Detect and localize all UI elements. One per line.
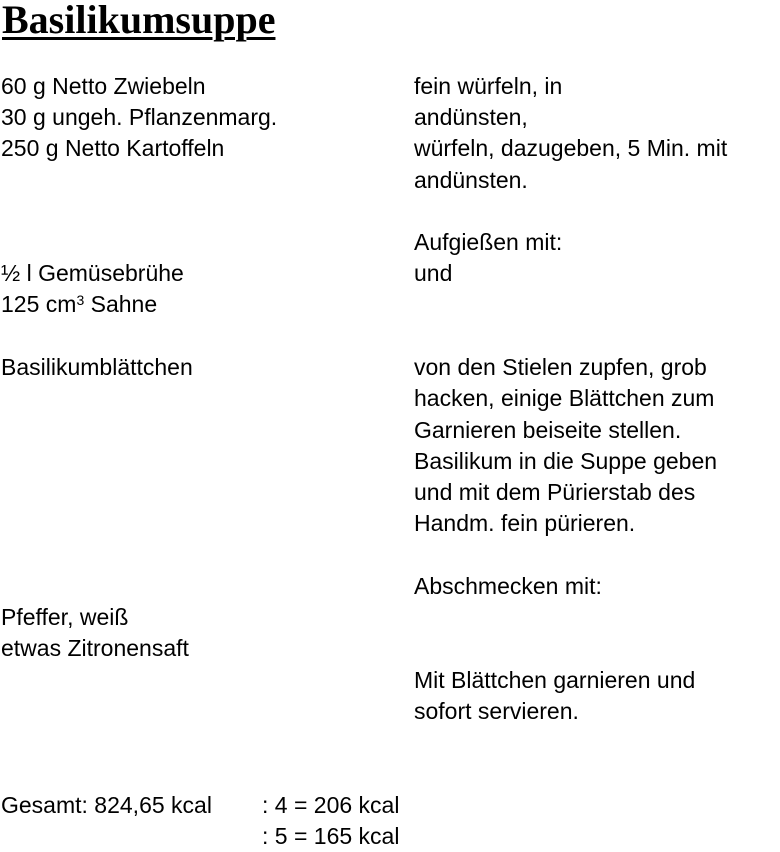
step-line: und mit dem Pürierstab des bbox=[414, 479, 696, 505]
step-line: von den Stielen zupfen, grob bbox=[414, 354, 707, 380]
kcal-per-4: : 4 = 206 kcal bbox=[262, 792, 400, 818]
step-line: andünsten, bbox=[414, 104, 528, 130]
ingredient-margarine: 30 g ungeh. Pflanzenmarg. bbox=[1, 104, 278, 130]
ingredient-zwiebeln: 60 g Netto Zwiebeln bbox=[1, 73, 206, 99]
ingredient-sahne bbox=[1, 289, 157, 320]
step-line: andünsten. bbox=[414, 167, 528, 193]
ingredient-bruehe: ½ l Gemüsebrühe bbox=[1, 260, 184, 286]
sahne-amount: 125 cm bbox=[1, 291, 77, 317]
total-kcal: Gesamt: 824,65 kcal bbox=[1, 792, 212, 818]
step-line: Garnieren beiseite stellen. bbox=[414, 417, 682, 443]
ingredient-pfeffer: Pfeffer, weiß bbox=[1, 604, 129, 630]
step-line: würfeln, dazugeben, 5 Min. mit bbox=[414, 135, 728, 161]
step-line: Mit Blättchen garnieren und bbox=[414, 667, 696, 693]
kcal-per-5: : 5 = 165 kcal bbox=[262, 823, 400, 849]
step-line: Abschmecken mit: bbox=[414, 573, 602, 599]
step-line: und bbox=[414, 260, 453, 286]
step-line: Aufgießen mit: bbox=[414, 229, 563, 255]
recipe-title: Basilikumsuppe bbox=[2, 0, 276, 42]
sahne-name: Sahne bbox=[84, 291, 158, 317]
ingredient-kartoffeln: 250 g Netto Kartoffeln bbox=[1, 135, 225, 161]
ingredient-basilikum: Basilikumblättchen bbox=[1, 354, 193, 380]
step-line: hacken, einige Blättchen zum bbox=[414, 385, 715, 411]
step-line: sofort servieren. bbox=[414, 698, 579, 724]
step-line: Basilikum in die Suppe geben bbox=[414, 448, 718, 474]
ingredient-zitrone: etwas Zitronensaft bbox=[1, 635, 189, 661]
step-line: Handm. fein pürieren. bbox=[414, 510, 636, 536]
step-line: fein würfeln, in bbox=[414, 73, 563, 99]
sahne-unit-exponent: 3 bbox=[76, 292, 85, 308]
